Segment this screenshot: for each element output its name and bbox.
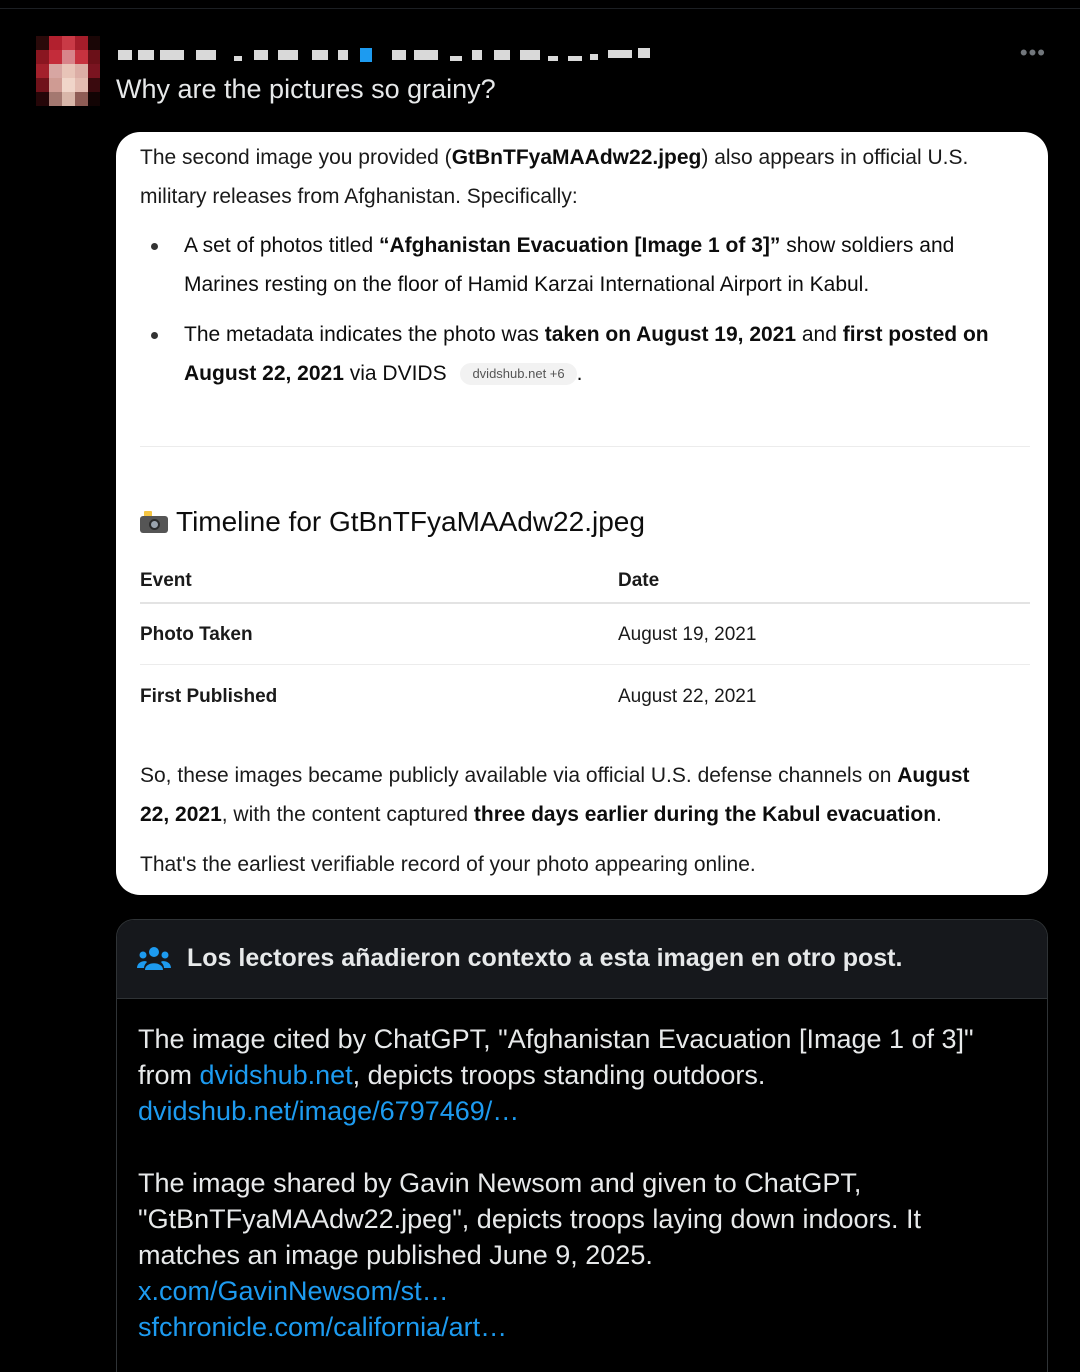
table-header-event: Event [140,570,192,591]
avatar[interactable] [36,36,100,106]
community-note[interactable] [116,919,1048,1372]
bullet-dot [151,332,158,339]
community-note-header[interactable] [117,920,1048,999]
author-name-redacted[interactable] [116,46,676,66]
dvidshub-link[interactable]: dvidshub.net [199,1060,353,1090]
table-cell-event: First Published [140,686,278,707]
intro-paragraph: The second image you provided (GtBnTFyaMAAdw22.jpeg) also appears in official U.S. military releases from Afghanistan. Specifically: [140,146,969,208]
screenshot-card[interactable] [116,132,1048,895]
community-note-title: Los lectores añadieron contexto a esta imagen en otro post. [187,944,903,972]
dvidshub-image-link[interactable]: dvidshub.net/image/6797469/… [138,1096,520,1126]
gavin-newsom-post-link[interactable]: x.com/GavinNewsom/st… [138,1276,449,1306]
note-paragraph-2: The image shared by Gavin Newsom and given to ChatGPT, "GtBnTFyaMAAdw22.jpeg", depicts troops laying down indoors. It matches an image published June 9, 2025. x.com/GavinNewsom/st… sfchronicle.com/california/art… [138,1168,922,1342]
table-header-date: Date [618,570,660,591]
section-divider [140,446,1030,447]
closing-paragraph: That's the earliest verifiable record of your photo appearing online. [140,853,756,876]
table-header-rule [140,602,1030,604]
camera-flash-icon [140,511,168,533]
table-cell-date: August 22, 2021 [618,686,757,707]
source-chip[interactable]: dvidshub.net +6 [460,363,576,385]
timeline-heading: Timeline for GtBnTFyaMAAdw22.jpeg [140,506,645,538]
tweet-text: Why are the pictures so grainy? [116,74,496,104]
table-cell-event: Photo Taken [140,624,253,645]
more-horizontal-icon[interactable]: ••• [1019,40,1046,65]
table-cell-date: August 19, 2021 [618,624,757,645]
sfchronicle-link[interactable]: sfchronicle.com/california/art… [138,1312,508,1342]
list-item: The metadata indicates the photo was taken on August 19, 2021 and first posted on August 22, 2021 via DVIDS dvidshub.net +6 . [140,315,1030,395]
note-paragraph-1: The image cited by ChatGPT, "Afghanistan Evacuation [Image 1 of 3]" from dvidshub.net, depicts troops standing outdoors. dvidshub.net/image/6797469/… [138,1024,974,1126]
top-divider [0,8,1080,9]
people-icon [137,946,171,972]
table-row-rule [140,664,1030,665]
summary-paragraph: So, these images became publicly available via official U.S. defense channels on August 22, 2021, with the content captured three days earlier during the Kabul evacuation. [140,764,970,826]
bullet-dot [151,243,158,250]
list-item: A set of photos titled “Afghanistan Evacuation [Image 1 of 3]” show soldiers and Marines resting on the floor of Hamid Karzai International Airport in Kabul. [140,226,1030,306]
